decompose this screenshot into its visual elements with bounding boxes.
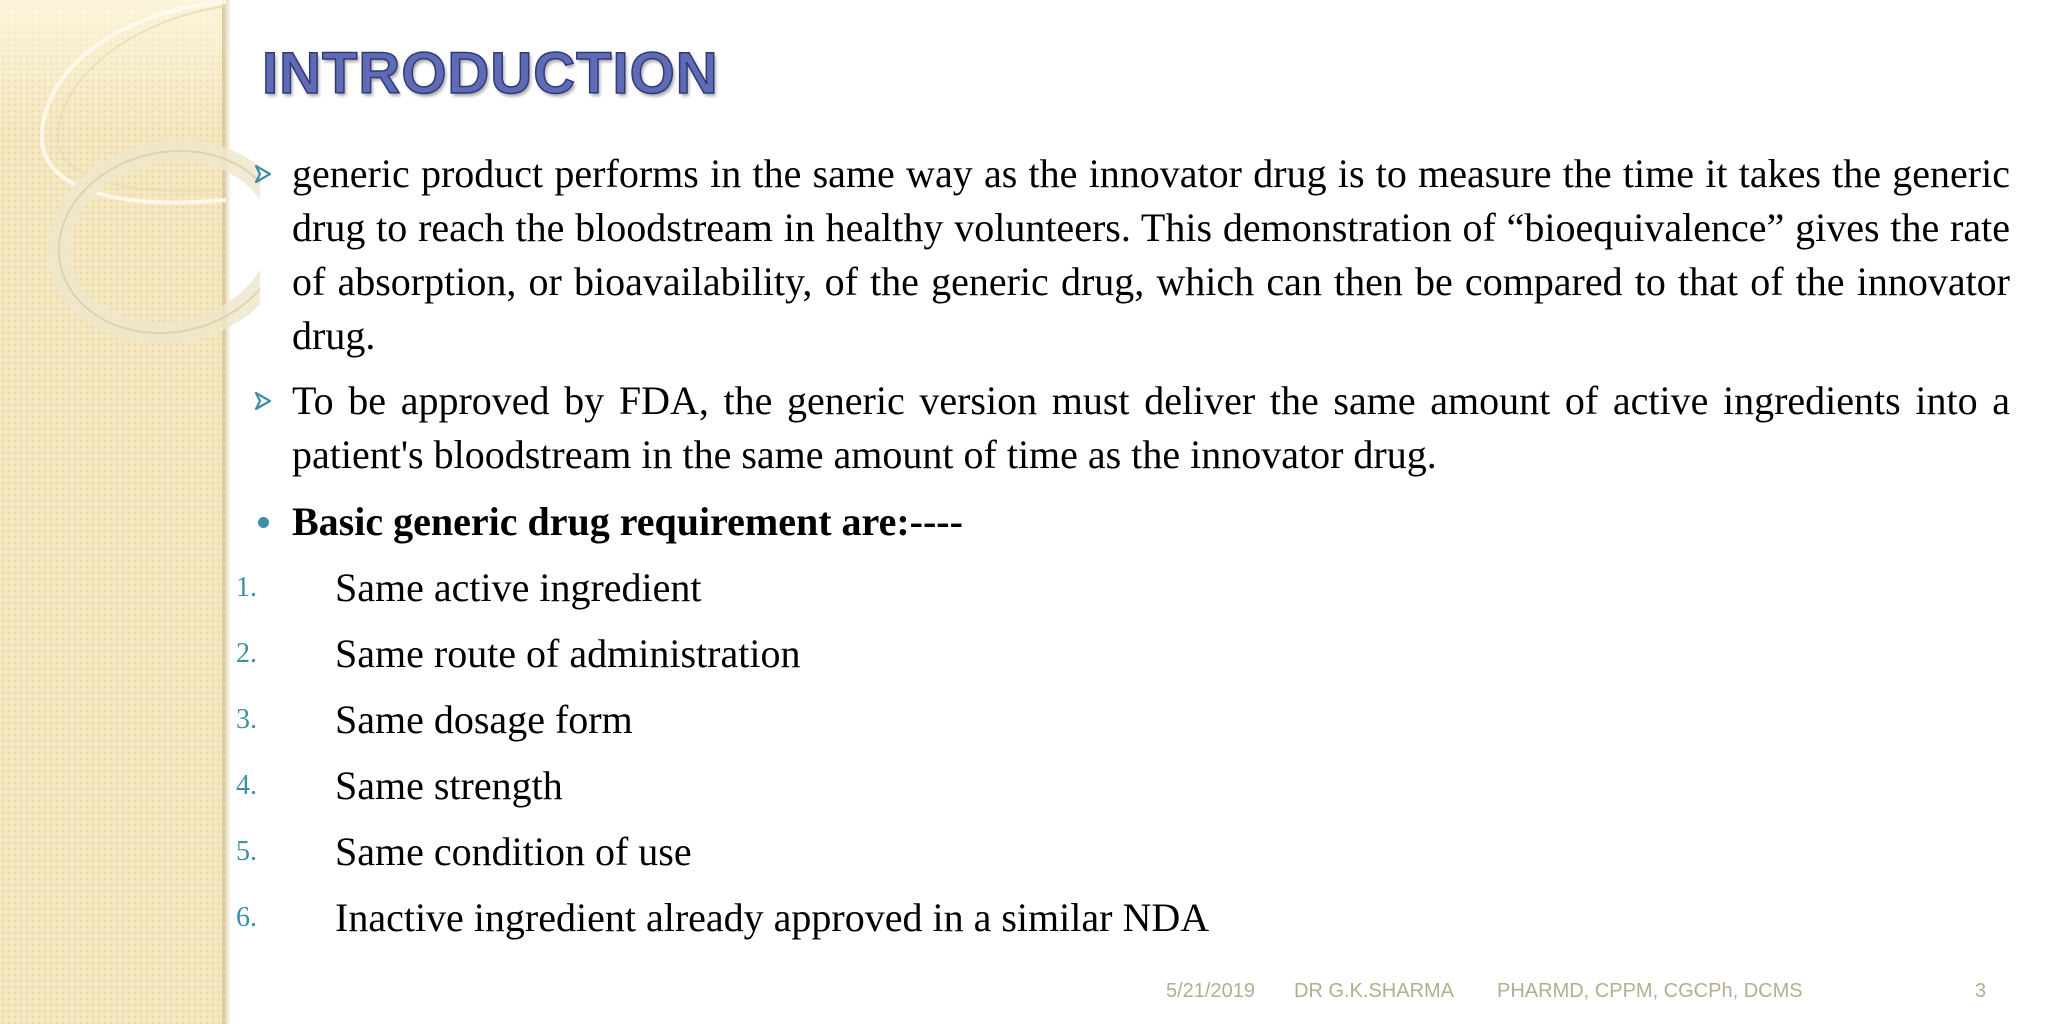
list-item-text: Same route of administration <box>335 631 801 676</box>
bullet-paragraph-fda-approval: To be approved by FDA, the generic version must deliver the same amount of active ingredients into a patient's bloodstream in the same amount of time as the innovator drug. <box>292 378 2010 477</box>
bullet-paragraph-bioequivalence: generic product performs in the same way as the innovator drug is to measure the time it takes the generic drug to reach the bloodstream in healthy volunteers. This demonstration of “bioequivalence” gives the rate of absorption, or bioavailability, of the generic drug, which can then be compared to that of the innovator drug. <box>292 151 2010 358</box>
list-item-text: Same condition of use <box>335 829 692 874</box>
list-item-text: Same active ingredient <box>335 565 702 610</box>
footer-date: 5/21/2019 <box>1166 980 1255 1002</box>
arrow-bullet-icon <box>252 374 274 428</box>
footer-author: DR G.K.SHARMA <box>1294 980 1455 1002</box>
slide-title: INTRODUCTION <box>262 41 719 106</box>
decorative-rings-graphic <box>0 0 260 360</box>
requirements-heading: Basic generic drug requirement are:---- <box>292 499 963 544</box>
list-number: 1. <box>236 572 257 603</box>
list-number: 2. <box>236 638 257 669</box>
list-number: 4. <box>236 770 257 801</box>
list-item-text: Inactive ingredient already approved in a similar NDA <box>335 895 1210 940</box>
list-number: 5. <box>236 836 257 867</box>
footer-page-number: 3 <box>1975 980 1987 1002</box>
dot-bullet-icon <box>252 495 274 549</box>
footer-credentials: PHARMD, CPPM, CGCPh, DCMS <box>1497 980 1803 1002</box>
list-item-text: Same dosage form <box>335 697 633 742</box>
list-number: 6. <box>236 902 257 933</box>
arrow-bullet-icon <box>252 147 274 201</box>
list-number: 3. <box>236 704 257 735</box>
list-item-text: Same strength <box>335 763 563 808</box>
